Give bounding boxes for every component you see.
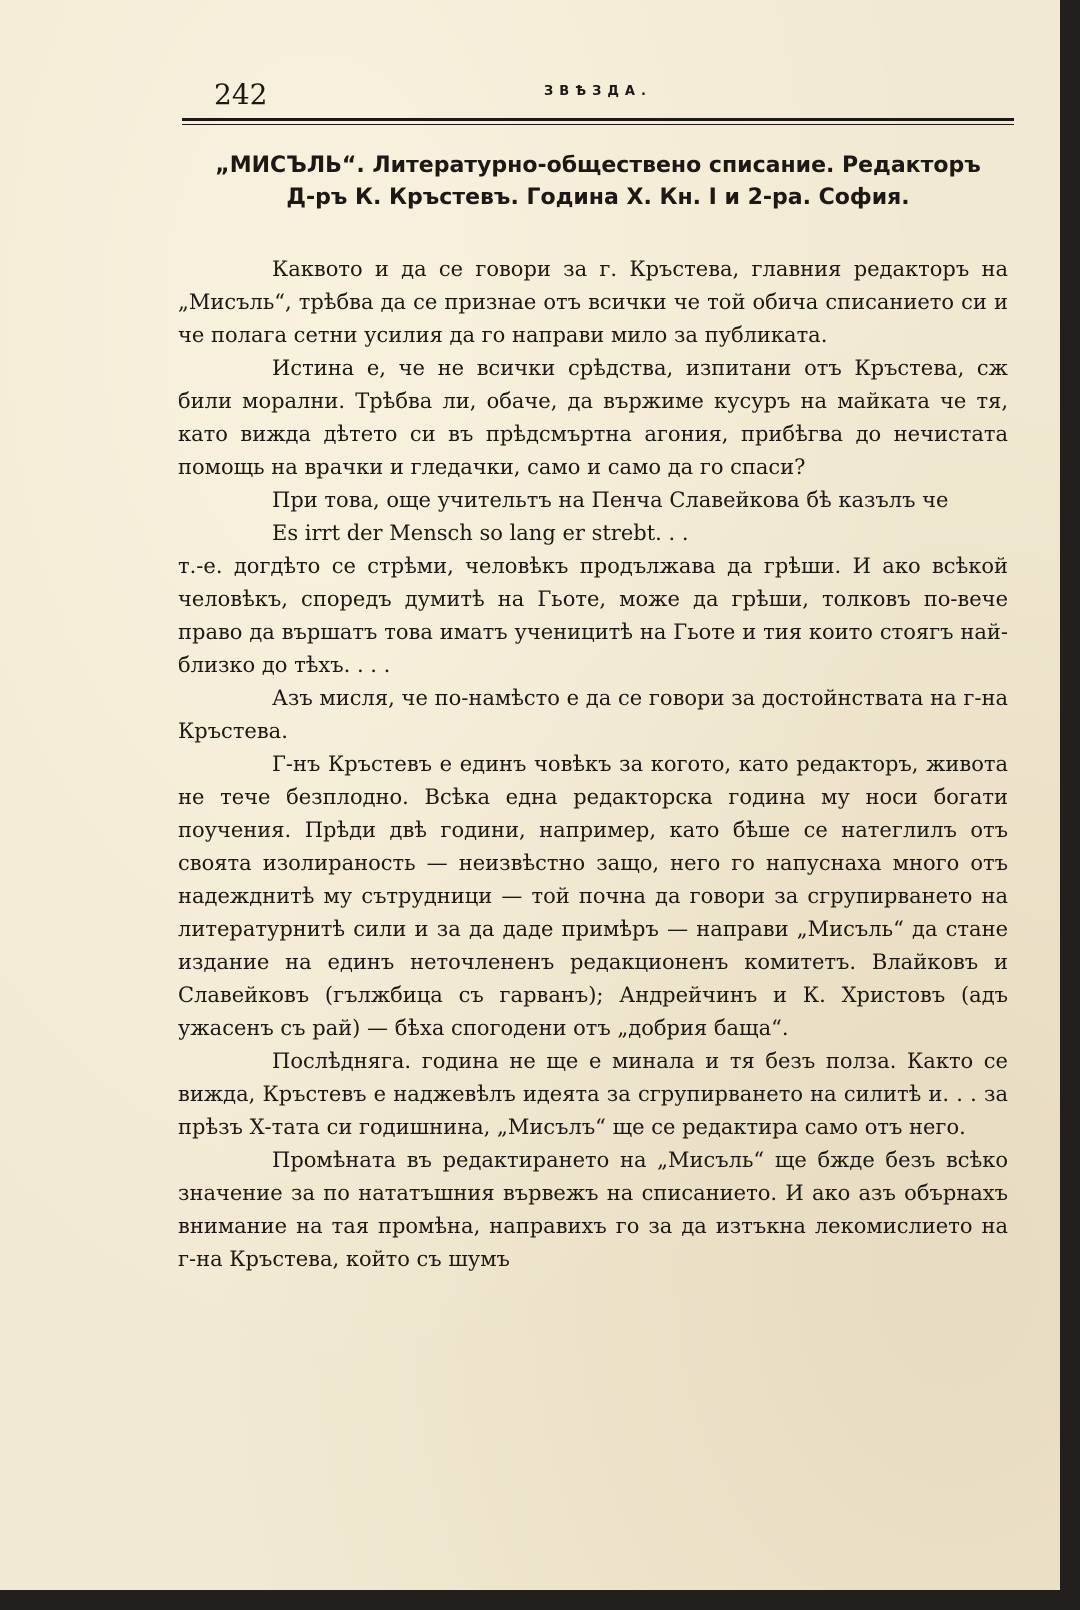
review-title-line-1: „МИСЪЛЬ“. Литературно-обществено списание. Редакторъ	[215, 153, 981, 178]
header-rule-thin	[182, 124, 1014, 125]
paragraph: Послѣдняга. година не ще е минала и тя безъ полза. Както се вижда, Кръстевъ е наджевѣлъ идеята за сгрупирването на силитѣ и. . . за прѣзъ Х-тата си годишнина, „Мисълъ“ ще се редактира само отъ него.	[178, 1049, 1008, 1139]
article-body	[178, 253, 1008, 1276]
paragraph: т.-е. догдѣто се стрѣми, человѣкъ продължава да грѣши. И ако всѣкой человѣкъ, споредъ думитѣ на Гьоте, може да грѣши, толковъ по-вече право да вършатъ това иматъ ученицитѣ на Гьоте и тия които стоягъ най-близко до тѣхъ. . . .	[178, 554, 1008, 677]
header-rule-thick	[182, 118, 1014, 121]
page-number: 242	[214, 78, 268, 111]
review-title-line-2: Д-ръ К. Кръстевъ. Година Х. Кн. I и 2-ра. София.	[286, 185, 910, 210]
running-title: ЗВѢЗДА.	[544, 84, 652, 99]
paragraph: Промѣната въ редактирането на „Мисъль“ ще бжде безъ всѣко значение за по нататъшния вървежъ на списанието. И ако азъ обърнахъ внимание на тая промѣна, направихъ го за да изтъкна лекомислието на г-на Кръстева, който съ шумъ	[178, 1148, 1008, 1271]
paragraph: Каквото и да се говори за г. Кръстева, главния редакторъ на „Мисъль“, трѣбва да се признае отъ всички че той обича списанието си и че полага сетни усилия да го направи мило за публиката.	[178, 257, 1008, 347]
goethe-quote: Es irrt der Mensch so lang er strebt. . .	[272, 521, 689, 545]
page-header	[182, 68, 1014, 112]
paragraph: При това, още учительтъ на Пенча Славейкова бѣ казълъ че	[272, 488, 949, 512]
paragraph: Истина е, че не всички срѣдства, изпитани отъ Кръстева, сж били морални. Трѣбва ли, обаче, да вържиме кусуръ на майката че тя, като вижда дѣтето си въ прѣдсмъртна агония, прибѣгва до нечистата помощь на врачки и гледачки, само и само да го спаси?	[178, 356, 1008, 479]
paragraph: Азъ мисля, че по-намѣсто е да се говори за достойнствата на г-на Кръстева.	[178, 686, 1008, 743]
paragraph: Г-нъ Кръстевъ е единъ човѣкъ за когото, като редакторъ, живота не тече безплодно. Всѣка една редакторска година му носи богати поучения. Прѣди двѣ години, например, като бѣше се натеглилъ отъ своята изолираность — неизвѣстно защо, него го напуснаха много отъ надежднитѣ му сътрудници — той почна да говори за сгрупирването на литературнитѣ сили и за да даде примѣръ — направи „Мисъль“ да стане издание на единъ неточлененъ редакционенъ комитетъ. Влайковъ и Славейковъ (гължбица съ гарванъ); Андрейчинъ и К. Христовъ (адъ ужасенъ съ рай) — бѣха спогодени отъ „добрия баща“.	[178, 752, 1008, 1040]
review-title	[180, 150, 1016, 214]
